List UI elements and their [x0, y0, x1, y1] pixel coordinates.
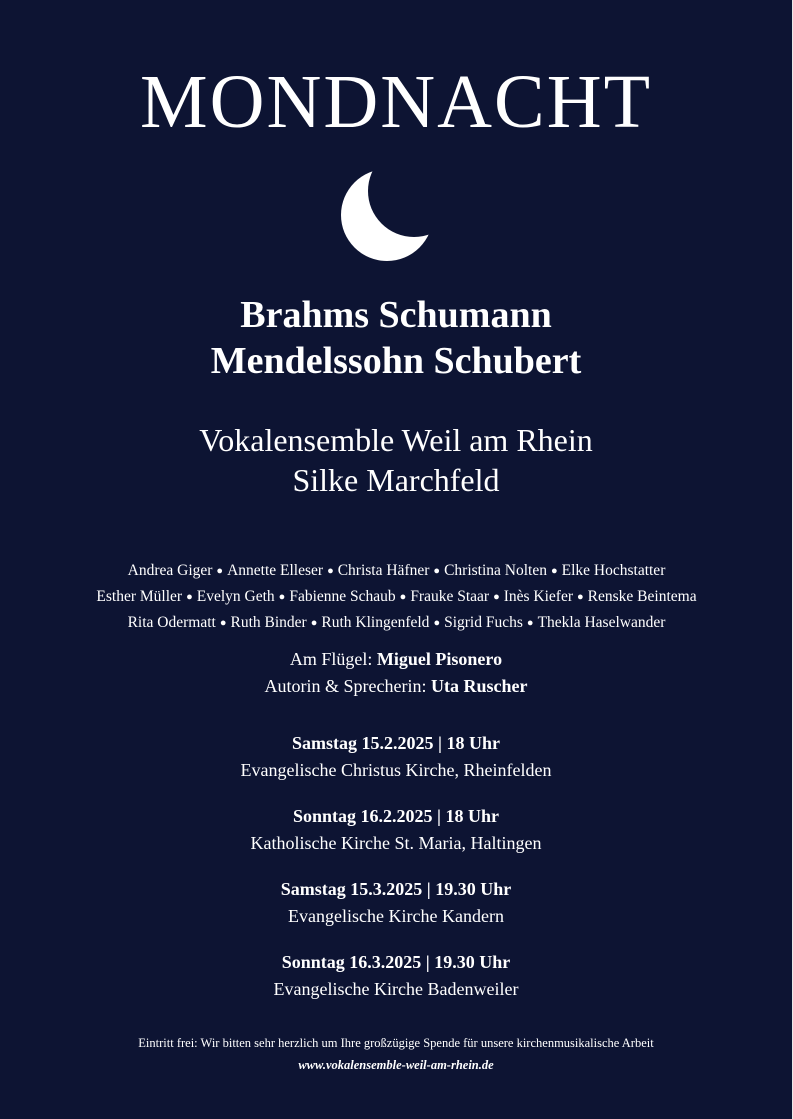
footer — [0, 1032, 792, 1076]
conductor-name: Silke Marchfeld — [292, 462, 500, 498]
singer-name: Frauke Staar — [410, 587, 490, 605]
singer-name: Evelyn Geth — [196, 587, 275, 605]
event-date: Samstag 15.2.2025 | 18 Uhr — [292, 733, 500, 753]
separator-dot: ● — [186, 590, 193, 603]
separator-dot: ● — [399, 590, 407, 603]
piano-name: Miguel Pisonero — [376, 649, 503, 669]
separator-dot: ● — [219, 616, 227, 629]
separator-dot: ● — [216, 564, 224, 577]
event-venue: Evangelische Kirche Badenweiler — [273, 979, 519, 999]
singer-name: Fabienne Schaub — [289, 587, 396, 605]
event-venue: Evangelische Kirche Kandern — [288, 906, 504, 926]
crescent-moon-icon — [340, 158, 450, 268]
event-date: Sonntag 16.2.2025 | 18 Uhr — [293, 806, 499, 826]
event-2 — [0, 803, 792, 857]
composers-line-2: Mendelssohn Schubert — [210, 340, 582, 382]
event-1 — [0, 730, 792, 784]
singer-name: Elke Hochstatter — [561, 562, 666, 579]
singers-row — [40, 584, 753, 610]
separator-dot: ● — [433, 564, 441, 577]
separator-dot: ● — [278, 590, 286, 603]
separator-dot: ● — [310, 616, 318, 629]
singer-name: Andrea Giger — [127, 562, 213, 579]
author-credit — [0, 673, 792, 700]
separator-dot: ● — [550, 564, 558, 577]
author-name: Uta Ruscher — [430, 676, 528, 696]
event-date: Sonntag 16.3.2025 | 19.30 Uhr — [281, 952, 511, 972]
composers — [0, 292, 792, 384]
ensemble-block — [0, 420, 792, 500]
singer-name: Thekla Haselwander — [537, 613, 666, 631]
singer-name: Sigrid Fuchs — [444, 613, 523, 631]
singers-list — [40, 558, 753, 636]
event-venue: Katholische Kirche St. Maria, Haltingen — [250, 833, 542, 853]
author-label: Autorin & Sprecherin: — [264, 676, 427, 696]
website-link[interactable]: www.vokalensemble-weil-am-rhein.de — [298, 1058, 494, 1072]
singer-name: Christina Nolten — [444, 562, 547, 579]
event-venue: Evangelische Christus Kirche, Rheinfelden — [240, 760, 552, 780]
singer-name: Rita Odermatt — [127, 613, 216, 631]
event-4 — [0, 949, 792, 1003]
singer-name: Inès Kiefer — [503, 587, 574, 605]
poster-title: MONDNACHT — [140, 60, 652, 144]
singers-row — [40, 558, 753, 584]
singer-name: Christa Häfner — [337, 562, 430, 579]
singer-name: Renske Beintema — [587, 587, 697, 605]
composers-line-1: Brahms Schumann — [240, 294, 552, 336]
singer-name: Annette Elleser — [227, 562, 324, 579]
separator-dot: ● — [577, 590, 584, 603]
separator-dot: ● — [493, 590, 500, 603]
donation-note: Eintritt frei: Wir bitten sehr herzlich um Ihre großzügige Spende für unsere kirchenmusikalische Arbeit — [138, 1036, 654, 1050]
separator-dot: ● — [526, 616, 534, 629]
separator-dot: ● — [327, 564, 334, 577]
piano-label: Am Flügel: — [289, 649, 373, 669]
ensemble-name: Vokalensemble Weil am Rhein — [199, 422, 593, 458]
singer-name: Ruth Binder — [230, 613, 307, 631]
event-3 — [0, 876, 792, 930]
singer-name: Esther Müller — [96, 587, 183, 605]
singers-row — [40, 610, 753, 636]
separator-dot: ● — [433, 616, 441, 629]
credits — [0, 646, 792, 700]
piano-credit — [0, 646, 792, 673]
event-date: Samstag 15.3.2025 | 19.30 Uhr — [280, 879, 512, 899]
singer-name: Ruth Klingenfeld — [321, 613, 430, 631]
